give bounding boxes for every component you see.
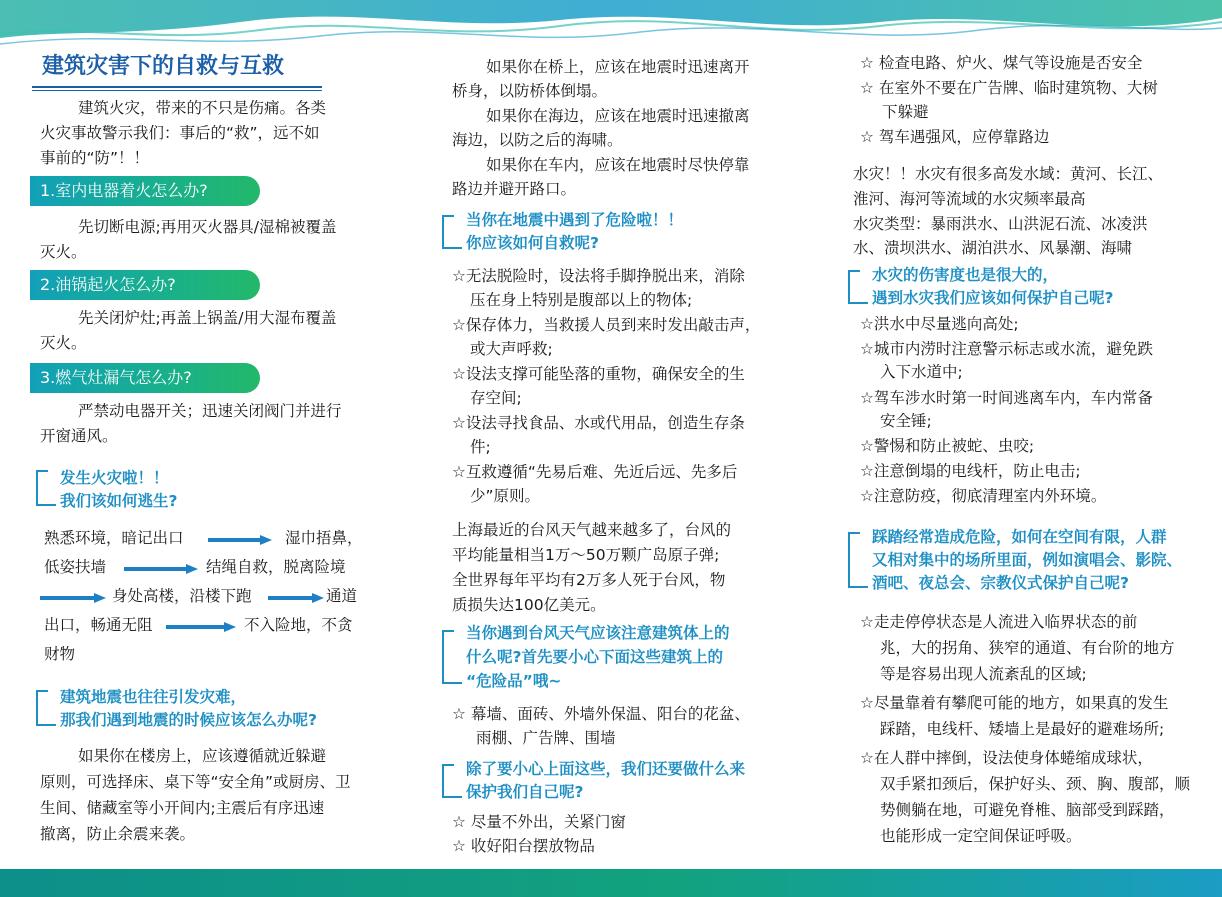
quake-body-line-2: 原则，可选择床、桌下等“安全角”或厨房、卫 bbox=[40, 773, 351, 791]
bridge-line-1: 如果你在桥上，应该在地震时迅速离开 bbox=[486, 58, 750, 76]
protect-more-line-1: ☆ 检查电路、炉火、煤气等设施是否安全 bbox=[860, 54, 1143, 72]
crowd-tip-line-3: 等是容易出现人流紊乱的区域; bbox=[880, 665, 1087, 683]
crowd-heading-line-2: 又相对集中的场所里面，例如演唱会、影院、 bbox=[872, 551, 1183, 569]
flood-tip-line-1: ☆洪水中尽量逃向高处; bbox=[860, 315, 1019, 333]
crowd-tip-line-6: ☆在人群中摔倒，设法使身体蜷缩成球状， bbox=[860, 749, 1153, 767]
rescue-line-7: ☆设法寻找食品、水或代用品，创造生存条 bbox=[452, 414, 745, 432]
rescue-line-8: 件; bbox=[470, 438, 491, 456]
flood-intro-line-3: 水灾类型：暴雨洪水、山洪泥石流、冰凌洪 bbox=[853, 215, 1148, 233]
hazard-line-2: 雨棚、广告牌、围墙 bbox=[476, 729, 616, 747]
protect-line-1: ☆ 尽量不外出，关紧门窗 bbox=[452, 813, 626, 831]
flood-tip-line-8: ☆注意防疫，彻底清理室内外环境。 bbox=[860, 487, 1107, 505]
quake-body-line-4: 撤离，防止余震来袭。 bbox=[40, 825, 196, 843]
flood-heading-line-2: 遇到水灾我们应该如何保护自己呢? bbox=[872, 289, 1114, 307]
flood-tip-line-7: ☆注意倒塌的电线杆，防止电击; bbox=[860, 462, 1081, 480]
car-line-2: 路边并避开路口。 bbox=[452, 180, 577, 198]
arrow-icon bbox=[208, 535, 272, 545]
protect-more-line-2: ☆ 在室外不要在广告牌、临时建筑物、大树 bbox=[860, 79, 1158, 97]
quake-body-line-1: 如果你在楼房上，应该遵循就近躲避 bbox=[78, 747, 327, 765]
flood-tip-line-2: ☆城市内涝时注意警示标志或水流，避免跌 bbox=[860, 340, 1153, 358]
arrow-icon bbox=[268, 593, 324, 603]
typhoon-heading-line-3: “危险品”哦~ bbox=[466, 672, 562, 690]
title-underline-thin bbox=[32, 90, 322, 91]
typhoon-line-4: 质损失达100亿美元。 bbox=[452, 596, 606, 614]
fire-heading-line-1: 发生火灾啦！！ bbox=[60, 469, 169, 487]
quake-body-line-3: 生间、储藏室等小开间内;主震后有序迅速 bbox=[40, 799, 325, 817]
sea-line-2: 海边，以防之后的海啸。 bbox=[452, 131, 623, 149]
q1-answer-line-1: 先切断电源;再用灭火器具/湿棉被覆盖 bbox=[78, 218, 337, 236]
typhoon-heading-line-2: 什么呢?首先要小心下面这些建筑上的 bbox=[466, 648, 723, 666]
q2-answer-line-1: 先关闭炉灶;再盖上锅盖/用大湿布覆盖 bbox=[78, 309, 337, 327]
danger-heading-line-1: 当你在地震中遇到了危险啦！！ bbox=[466, 211, 684, 229]
q3-heading-bar: 3.燃气灶漏气怎么办? bbox=[30, 363, 260, 393]
rescue-line-2: 压在身上特别是腹部以上的物体; bbox=[470, 291, 693, 309]
page-title: 建筑灾害下的自救与互救 bbox=[42, 54, 285, 79]
flood-heading-bracket bbox=[848, 270, 860, 304]
hazard-line-1: ☆ 幕墙、面砖、外墙外保温、阳台的花盆、 bbox=[452, 705, 750, 723]
arrow-icon bbox=[40, 593, 106, 603]
flood-tip-line-5: 安全锤; bbox=[880, 412, 932, 430]
flood-tip-line-3: 入下水道中; bbox=[880, 363, 963, 381]
q1-heading-bar: 1.室内电器着火怎么办? bbox=[30, 176, 260, 206]
protect-more-line-4: ☆ 驾车遇强风，应停靠路边 bbox=[860, 128, 1050, 146]
typhoon-heading-bracket bbox=[442, 630, 454, 684]
crowd-heading-line-3: 酒吧、夜总会、宗教仪式保护自己呢? bbox=[872, 574, 1129, 592]
crowd-tip-line-8: 势侧躺在地，可避免脊椎、脑部受到踩踏， bbox=[880, 801, 1175, 819]
rescue-line-5: ☆设法支撑可能坠落的重物，确保安全的生 bbox=[452, 365, 745, 383]
rescue-line-10: 少”原则。 bbox=[470, 487, 541, 505]
title-underline bbox=[32, 86, 322, 88]
quake-heading-bracket bbox=[36, 690, 48, 726]
danger-heading-bracket bbox=[442, 215, 454, 249]
escape-step-1: 熟悉环境，暗记出口 bbox=[44, 529, 184, 547]
bridge-line-2: 桥身，以防桥体倒塌。 bbox=[452, 82, 608, 100]
escape-step-5: 身处高楼，沿楼下跑 bbox=[112, 587, 252, 605]
escape-step-6: 通道 bbox=[326, 587, 358, 605]
protect-line-2: ☆ 收好阳台摆放物品 bbox=[452, 837, 595, 855]
crowd-tip-line-1: ☆走走停停状态是人流进入临界状态的前 bbox=[860, 613, 1138, 631]
flood-heading-line-1: 水灾的伤害度也是很大的， bbox=[872, 266, 1059, 284]
crowd-tip-line-2: 兆，大的拐角、狭窄的通道、有台阶的地方 bbox=[880, 639, 1175, 657]
flood-intro-line-1: 水灾！！水灾有很多高发水域：黄河、长江、 bbox=[853, 165, 1164, 183]
crowd-tip-line-4: ☆尽量靠着有攀爬可能的地方，如果真的发生 bbox=[860, 694, 1169, 712]
arrow-icon bbox=[124, 564, 198, 574]
quake-heading-line-2: 那我们遇到地震的时候应该怎么办呢? bbox=[60, 711, 317, 729]
typhoon-line-2: 平均能量相当1万～50万颗广岛原子弹; bbox=[452, 546, 720, 564]
typhoon-line-1: 上海最近的台风天气越来越多了，台风的 bbox=[452, 521, 732, 539]
intro-line-1: 建筑火灾，带来的不只是伤痛。各类 bbox=[78, 99, 327, 117]
typhoon-line-3: 全世界每年平均有2万多人死于台风，物 bbox=[452, 571, 726, 589]
escape-step-8: 不入险地，不贪 bbox=[244, 616, 353, 634]
flood-tip-line-6: ☆警惕和防止被蛇、虫咬; bbox=[860, 437, 1035, 455]
q2-answer-line-2: 灭火。 bbox=[40, 334, 87, 352]
footer-band bbox=[0, 869, 1222, 897]
q1-answer-line-2: 灭火。 bbox=[40, 243, 87, 261]
escape-step-4: 结绳自救，脱离险境 bbox=[206, 558, 346, 576]
q3-answer-line-2: 开窗通风。 bbox=[40, 427, 118, 445]
rescue-line-9: ☆互救遵循“先易后难、先近后远、先多后 bbox=[452, 463, 738, 481]
typhoon-heading-line-1: 当你遇到台风天气应该注意建筑体上的 bbox=[466, 624, 730, 642]
q2-heading-bar: 2.油锅起火怎么办? bbox=[30, 270, 260, 300]
car-line-1: 如果你在车内，应该在地震时尽快停靠 bbox=[486, 156, 750, 174]
crowd-tip-line-9: 也能形成一定空间保证呼吸。 bbox=[880, 827, 1082, 845]
flood-tip-line-4: ☆驾车涉水时第一时间逃离车内，车内常备 bbox=[860, 389, 1153, 407]
fire-heading-bracket bbox=[36, 470, 48, 506]
crowd-tip-line-7: 双手紧扣颈后，保护好头、颈、胸、腹部，顺 bbox=[880, 775, 1191, 793]
rescue-line-6: 存空间; bbox=[470, 389, 522, 407]
arrow-icon bbox=[166, 622, 236, 632]
danger-heading-line-2: 你应该如何自救呢? bbox=[466, 234, 599, 252]
crowd-tip-line-5: 踩踏，电线杆、矮墙上是最好的避难场所; bbox=[880, 720, 1165, 738]
escape-step-3: 低姿扶墙 bbox=[44, 558, 107, 576]
protect-heading-line-1: 除了要小心上面这些，我们还要做什么来 bbox=[466, 760, 746, 778]
rescue-line-3: ☆保存体力，当救援人员到来时发出敲击声， bbox=[452, 316, 761, 334]
crowd-heading-bracket bbox=[848, 532, 860, 588]
quake-heading-line-1: 建筑地震也往往引发灾难， bbox=[60, 688, 247, 706]
protect-heading-bracket bbox=[442, 764, 454, 798]
intro-line-3: 事前的“防”！！ bbox=[40, 149, 150, 167]
escape-step-9: 财物 bbox=[44, 645, 76, 663]
crowd-heading-line-1: 踩踏经常造成危险，如何在空间有限，人群 bbox=[872, 528, 1167, 546]
escape-step-2: 湿巾捂鼻， bbox=[285, 529, 363, 547]
q3-answer-line-1: 严禁动电器开关；迅速关闭阀门并进行 bbox=[78, 402, 342, 420]
escape-step-7: 出口，畅通无阻 bbox=[44, 616, 153, 634]
flood-intro-line-4: 水、溃坝洪水、湖泊洪水、风暴潮、海啸 bbox=[853, 239, 1133, 257]
protect-more-line-3: 下躲避 bbox=[882, 103, 929, 121]
fire-heading-line-2: 我们该如何逃生? bbox=[60, 492, 178, 510]
rescue-line-1: ☆无法脱险时，设法将手脚挣脱出来，消除 bbox=[452, 267, 745, 285]
protect-heading-line-2: 保护我们自己呢? bbox=[466, 783, 584, 801]
rescue-line-4: 或大声呼救; bbox=[470, 340, 553, 358]
flood-intro-line-2: 淮河、海河等流域的水灾频率最高 bbox=[853, 190, 1086, 208]
intro-line-2: 火灾事故警示我们：事后的“救”，远不如 bbox=[40, 124, 320, 142]
sea-line-1: 如果你在海边，应该在地震时迅速撤离 bbox=[486, 107, 750, 125]
